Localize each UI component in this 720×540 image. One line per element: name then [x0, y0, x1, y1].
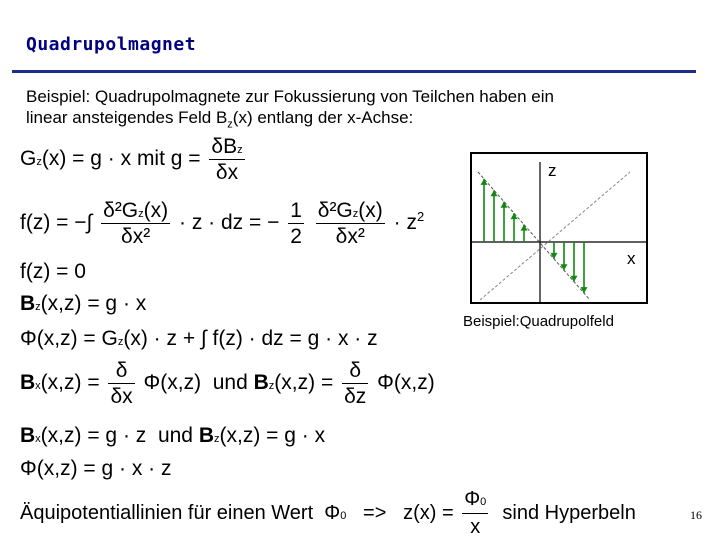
fraction-d-dx: $\frac{\delta}{\delta x}$ — [110, 359, 133, 408]
fraction-one-half: $\frac{1}{2}$ — [290, 199, 302, 248]
quadrupole-field-diagram — [470, 152, 650, 314]
equation-potential: Φ(x,z) = Gz(x) · z + ∫ f(z) · dz = g · x · z — [20, 327, 378, 350]
intro-line-2: linear ansteigendes Feld $B_z(x)$ entlang der x-Achse: — [26, 108, 414, 131]
slide-title: Quadrupolmagnet — [26, 34, 197, 55]
equation-field-components: Bx(x,z) = g · z und Bz(x,z) = g · x — [20, 424, 326, 447]
label-x: x — [627, 249, 636, 268]
label-z: z — [548, 161, 557, 180]
page-number: 16 — [690, 508, 702, 522]
intro-line-1: Beispiel: Quadrupolmagnete zur Fokussierung von Teilchen haben ein — [26, 87, 554, 106]
intro-text — [26, 86, 666, 135]
equation-potential-result: Φ(x,z) = g · x · z — [20, 457, 172, 480]
equation-bz: Bz(x,z) = g · x — [20, 292, 147, 315]
fraction-phi0-x: $\frac{\Phi 0}{x}$ — [464, 488, 487, 538]
fraction-dbz-dx: $\frac{\text{δBz}}{\delta x}$ — [211, 135, 243, 184]
title-divider — [12, 70, 696, 73]
fraction-second-derivative-1: $\frac{\text{δ²Gz(x)}}{\text{δx²}}$ — [103, 199, 169, 248]
equation-fz-zero: f(z) = 0 — [20, 260, 86, 283]
equation-fz-integral: f(z) = −∫ $\frac{\text{δ²Gz(x)}}{\text{δx²}}$ · z · dz = − $\frac{1}{2}$ $\frac{\text{δ²Gz(x)}}{\text{δx²}}$ · $z^2$ — [20, 199, 425, 248]
fraction-d-dz: $\frac{\delta}{\delta z}$ — [344, 359, 367, 408]
hyperbola-statement: Äquipotentiallinien für einen Wert Φ0 => z(x) = $\frac{\Phi 0}{x}$ sind Hyperbeln — [20, 488, 636, 538]
diagram-frame — [471, 153, 647, 303]
equation-field-from-potential: Bx(x,z) = $\frac{\delta}{\delta x}$ Φ(x,z) und Bz(x,z) = $\frac{\delta}{\delta z}$ Φ(x,z) — [20, 359, 435, 408]
equation-gradient: Gz(x) = g · x mit g = $\frac{\text{δBz}}{\delta x}$ — [20, 135, 243, 184]
fraction-second-derivative-2: $\frac{\text{δ²Gz(x)}}{\text{δx²}}$ — [317, 199, 383, 248]
diagram-caption: Beispiel:Quadrupolfeld — [463, 313, 614, 330]
